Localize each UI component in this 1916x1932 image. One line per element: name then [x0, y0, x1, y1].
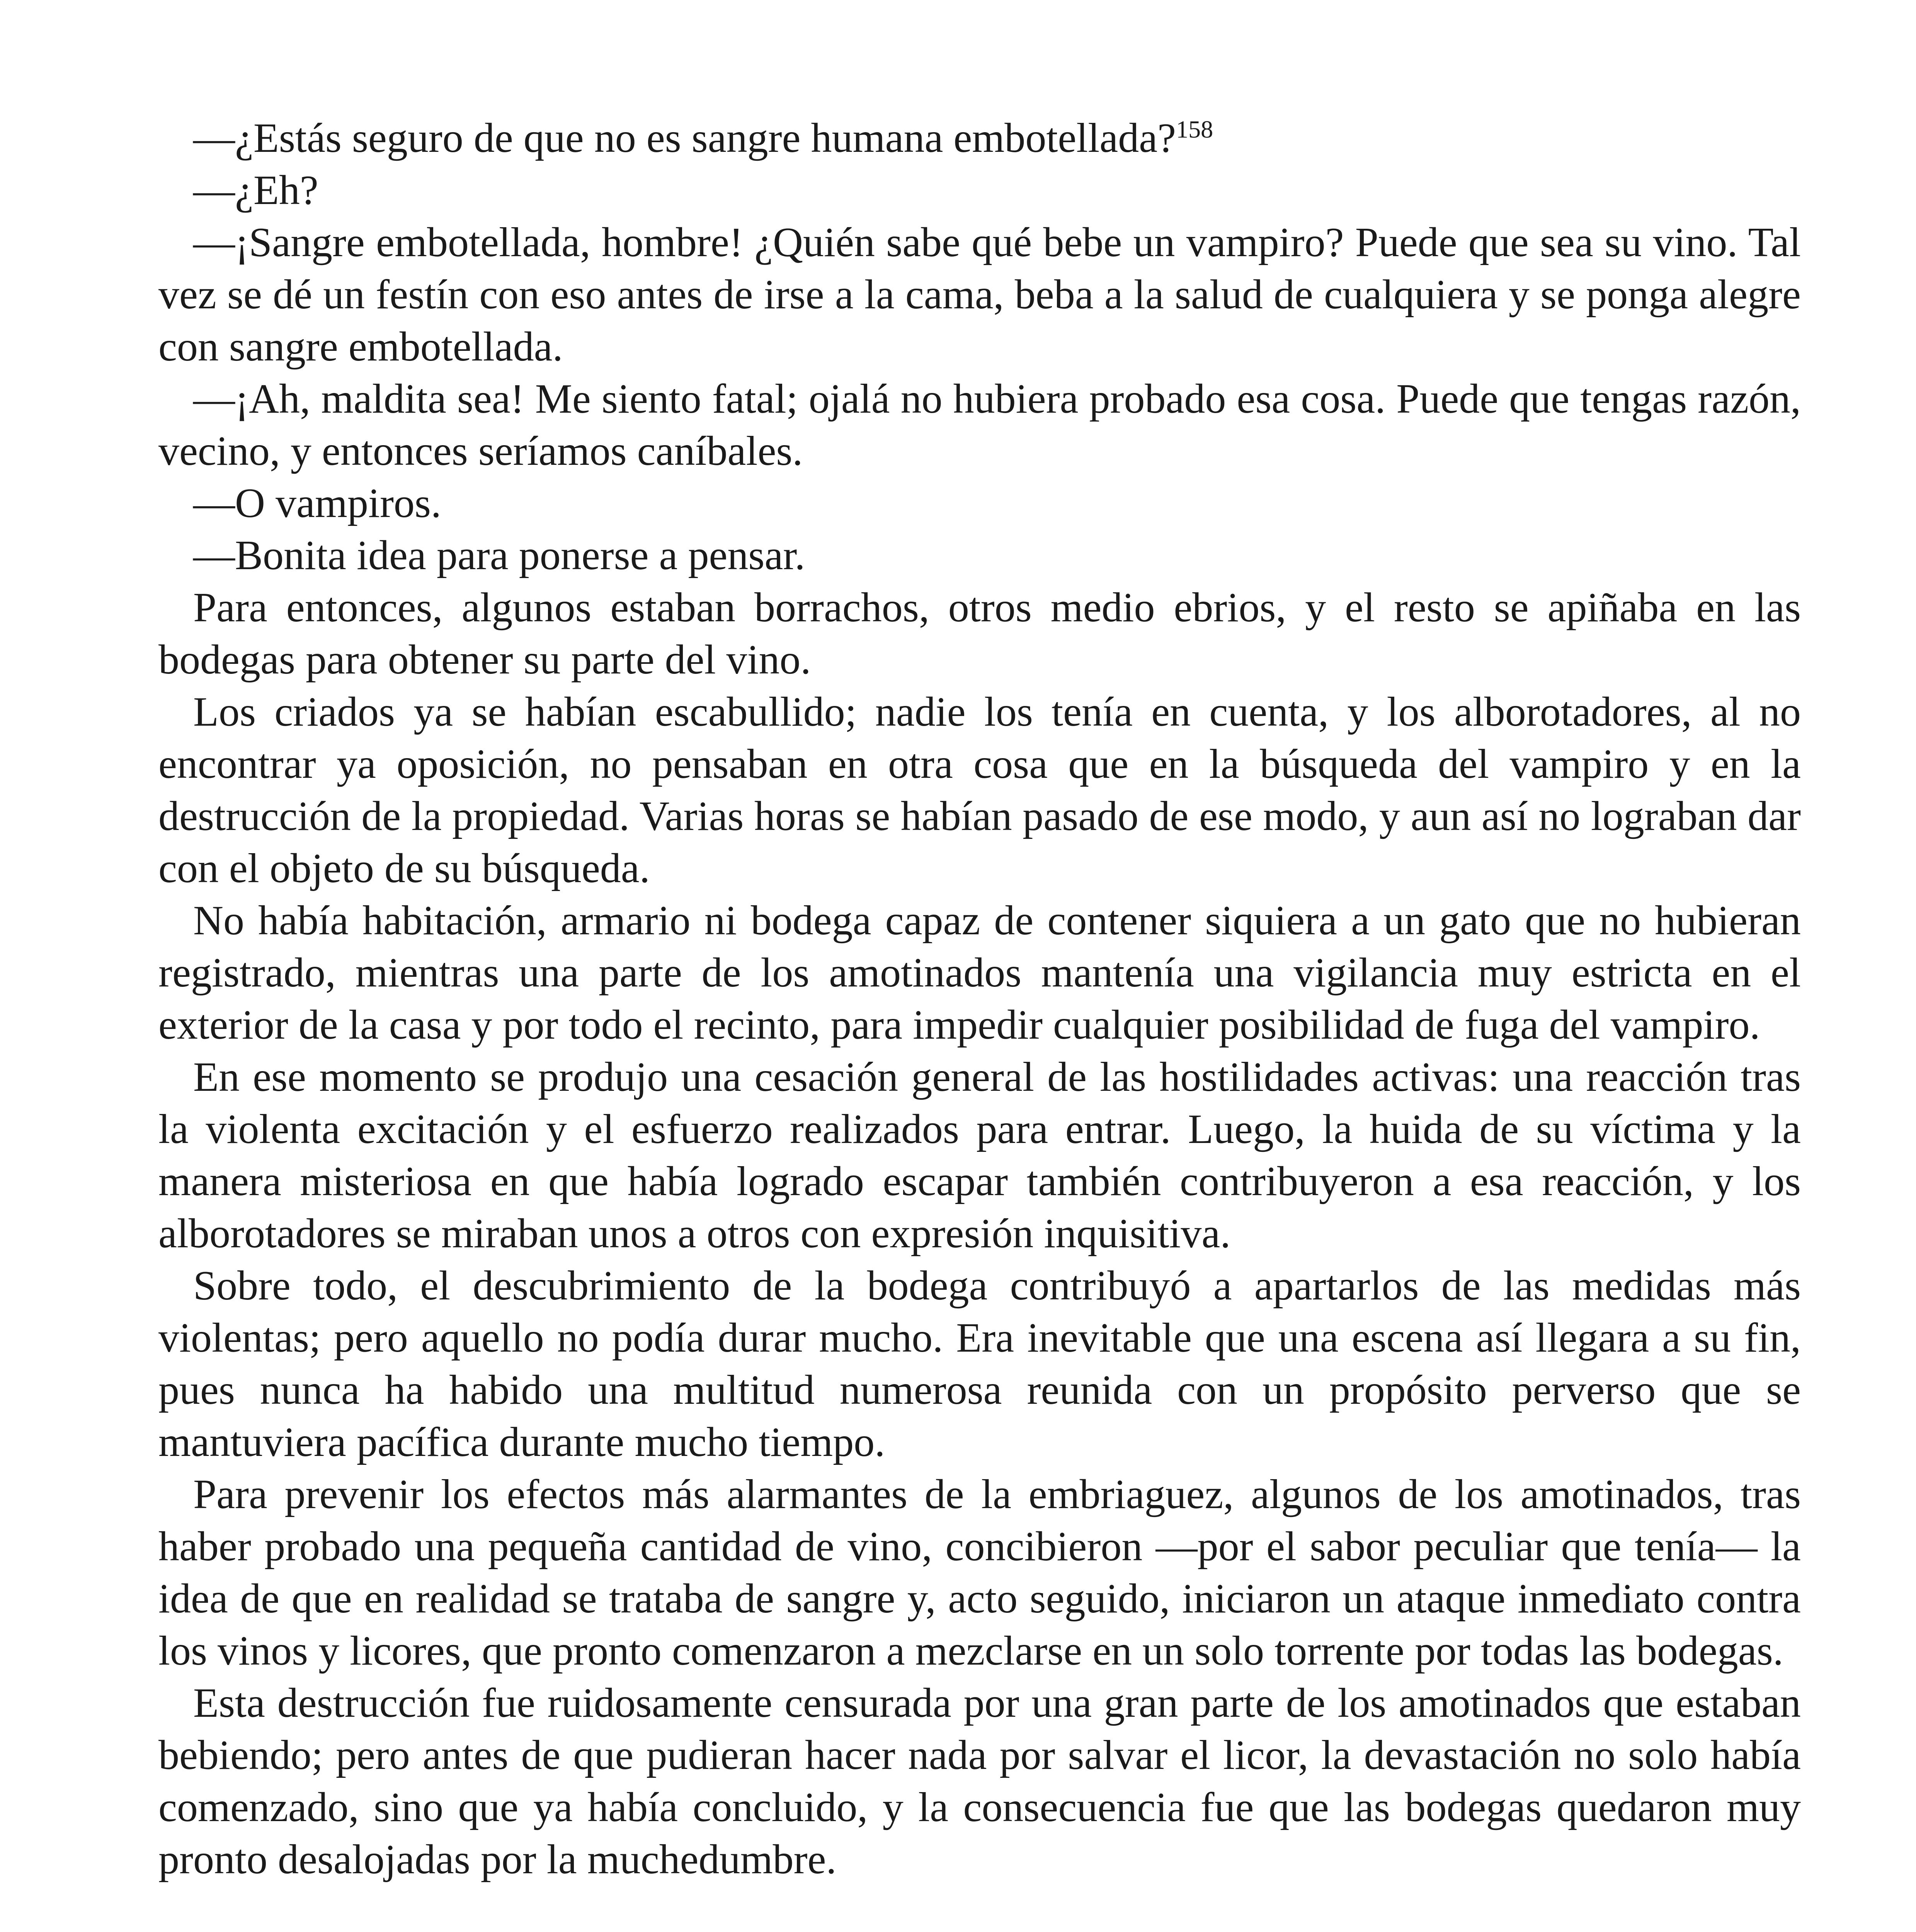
paragraph: —¡Ah, maldita sea! Me siento fatal; ojalá no hubiera probado esa cosa. Puede que tengas razón, vecino, y entonces seríamos caníbales.	[158, 376, 1801, 474]
paragraph: —¡Sangre embotellada, hombre! ¿Quién sabe qué bebe un vampiro? Puede que sea su vino. Tal vez se dé un festín con eso antes de irse a la cama, beba a la salud de cualquiera y se ponga alegre con sangre embotellada.	[158, 219, 1801, 370]
footnote-reference[interactable]: 158	[1176, 116, 1213, 143]
paragraph: Los criados ya se habían escabullido; nadie los tenía en cuenta, y los alborotadores, al no encontrar ya oposición, no pensaban en otra cosa que en la búsqueda del vampiro y en la destrucción de la propiedad. Varias horas se habían pasado de ese modo, y aun así no lograban dar con el objeto de su búsqueda.	[158, 689, 1801, 891]
paragraph: Esta destrucción fue ruidosamente censurada por una gran parte de los amotinados que estaban bebiendo; pero antes de que pudieran hacer nada por salvar el licor, la devastación no solo había comenzado, sino que ya había concluido, y la consecuencia fue que las bodegas quedaron muy pronto desalojadas por la muchedumbre.	[158, 1680, 1801, 1883]
paragraph: No había habitación, armario ni bodega capaz de contener siquiera a un gato que no hubieran registrado, mientras una parte de los amotinados mantenía una vigilancia muy estricta en el exterior de la casa y por todo el recinto, para impedir cualquier posibilidad de fuga del vampiro.	[158, 898, 1801, 1048]
paragraph: Sobre todo, el descubrimiento de la bodega contribuyó a apartarlos de las medidas más violentas; pero aquello no podía durar mucho. Era inevitable que una escena así llegara a su fin, pues nunca ha habido una multitud numerosa reunida con un propósito perverso que se mantuviera pacífica durante mucho tiempo.	[158, 1263, 1801, 1465]
paragraph: Para entonces, algunos estaban borrachos, otros medio ebrios, y el resto se apiñaba en las bodegas para obtener su parte del vino.	[158, 585, 1801, 683]
paragraph: En ese momento se produjo una cesación general de las hostilidades activas: una reacción tras la violenta excitación y el esfuerzo realizados para entrar. Luego, la huida de su víctima y la manera misteriosa en que había logrado escapar también contribuyeron a esa reacción, y los alborotadores se miraban unos a otros con expresión inquisitiva.	[158, 1054, 1801, 1257]
paragraph: —O vampiros.	[193, 480, 441, 526]
main-text	[158, 112, 1801, 1886]
paragraph: —Bonita idea para ponerse a pensar.	[193, 532, 805, 578]
paragraph: —¿Eh?	[193, 167, 318, 213]
paragraph: Para prevenir los efectos más alarmantes de la embriaguez, algunos de los amotinados, tras haber probado una pequeña cantidad de vino, concibieron —por el sabor peculiar que tenía— la idea de que en realidad se trataba de sangre y, acto seguido, iniciaron un ataque inmediato contra los vinos y licores, que pronto comenzaron a mezclarse en un solo torrente por todas las bodegas.	[158, 1471, 1801, 1674]
paragraph: —¿Estás seguro de que no es sangre humana embotellada?$^{158}$	[193, 115, 1213, 161]
